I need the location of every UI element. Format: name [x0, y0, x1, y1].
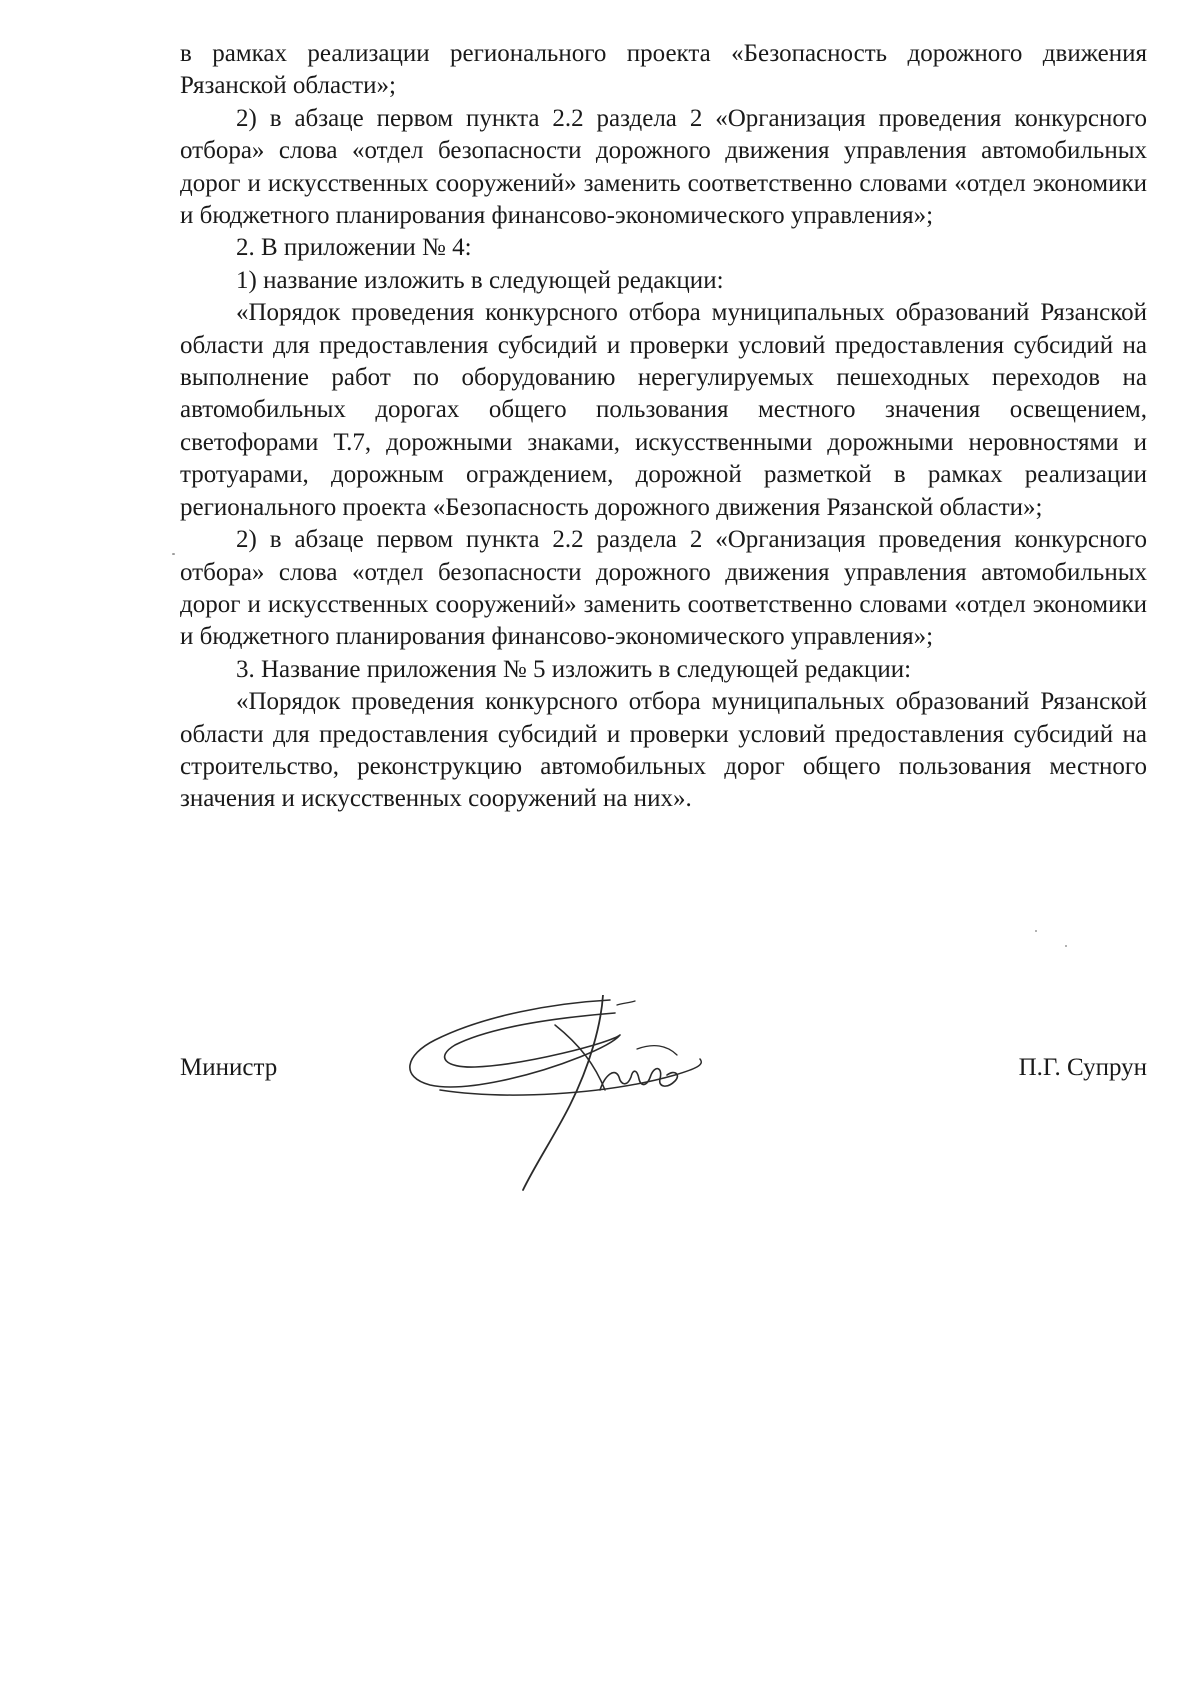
- signatory-name: П.Г. Супрун: [1018, 1054, 1147, 1081]
- paragraph-appendix-4-new-title: «Порядок проведения конкурсного отбора муниципальных образований Рязанской области для предоставления субсидий и проверки условий предоставления субсидий на выполнение работ по оборудованию нерегулируемых пешеходных переходов на автомобильных дорогах общего пользования местного значения освещением, светофорами Т.7, дорожными знаками, искусственными дорожными неровностями и тротуарами, дорожным ограждением, дорожной разметкой в рамках реализации регионального проекта «Безопасность дорожного движения Рязанской области»;: [180, 299, 1147, 521]
- paragraph-item-1-appendix-4: 1) название изложить в следующей редакции:: [236, 266, 724, 294]
- signature-stroke-top-flick: [617, 1001, 635, 1005]
- paragraph-continuation: в рамках реализации регионального проекта «Безопасность дорожного движения Рязанской области»;: [180, 40, 1147, 100]
- scan-speck: [172, 553, 175, 555]
- paragraph-item-2-appendix-4: 2) в абзаце первом пункта 2.2 раздела 2 «Организация проведения конкурсного отбора» слова «отдел безопасности дорожного движения управления автомобильных дорог и искусственных сооружений» заменить соответственно словами «отдел экономики и бюджетного планирования финансово-экономического управления»;: [180, 526, 1147, 651]
- paragraph-appendix-5-heading: 3. Название приложения № 5 изложить в следующей редакции:: [236, 655, 912, 683]
- signature-stroke-underline: [440, 1059, 701, 1095]
- paragraph-appendix-5-new-title: «Порядок проведения конкурсного отбора муниципальных образований Рязанской области для предоставления субсидий и проверки условий предоставления субсидий на строительство, реконструкцию автомобильных дорог общего пользования местного значения и искусственных сооружений на них».: [180, 688, 1147, 813]
- scan-speck: [1065, 945, 1067, 947]
- document-body: [180, 38, 1147, 816]
- signature-stroke-descender: [523, 995, 603, 1190]
- scan-speck: [1035, 930, 1037, 932]
- paragraph-item-2-appendix-3: 2) в абзаце первом пункта 2.2 раздела 2 «Организация проведения конкурсного отбора» слова «отдел безопасности дорожного движения управления автомобильных дорог и искусственных сооружений» заменить соответственно словами «отдел экономики и бюджетного планирования финансово-экономического управления»;: [180, 104, 1147, 230]
- signature-stroke-letters: [600, 1069, 677, 1090]
- signature-stroke-small-arc: [637, 1046, 677, 1055]
- signatory-position: Министр: [180, 1054, 278, 1081]
- paragraph-appendix-4-heading: 2. В приложении № 4:: [236, 234, 472, 262]
- signature-stroke-loop: [410, 1000, 620, 1087]
- handwritten-signature: [405, 995, 745, 1195]
